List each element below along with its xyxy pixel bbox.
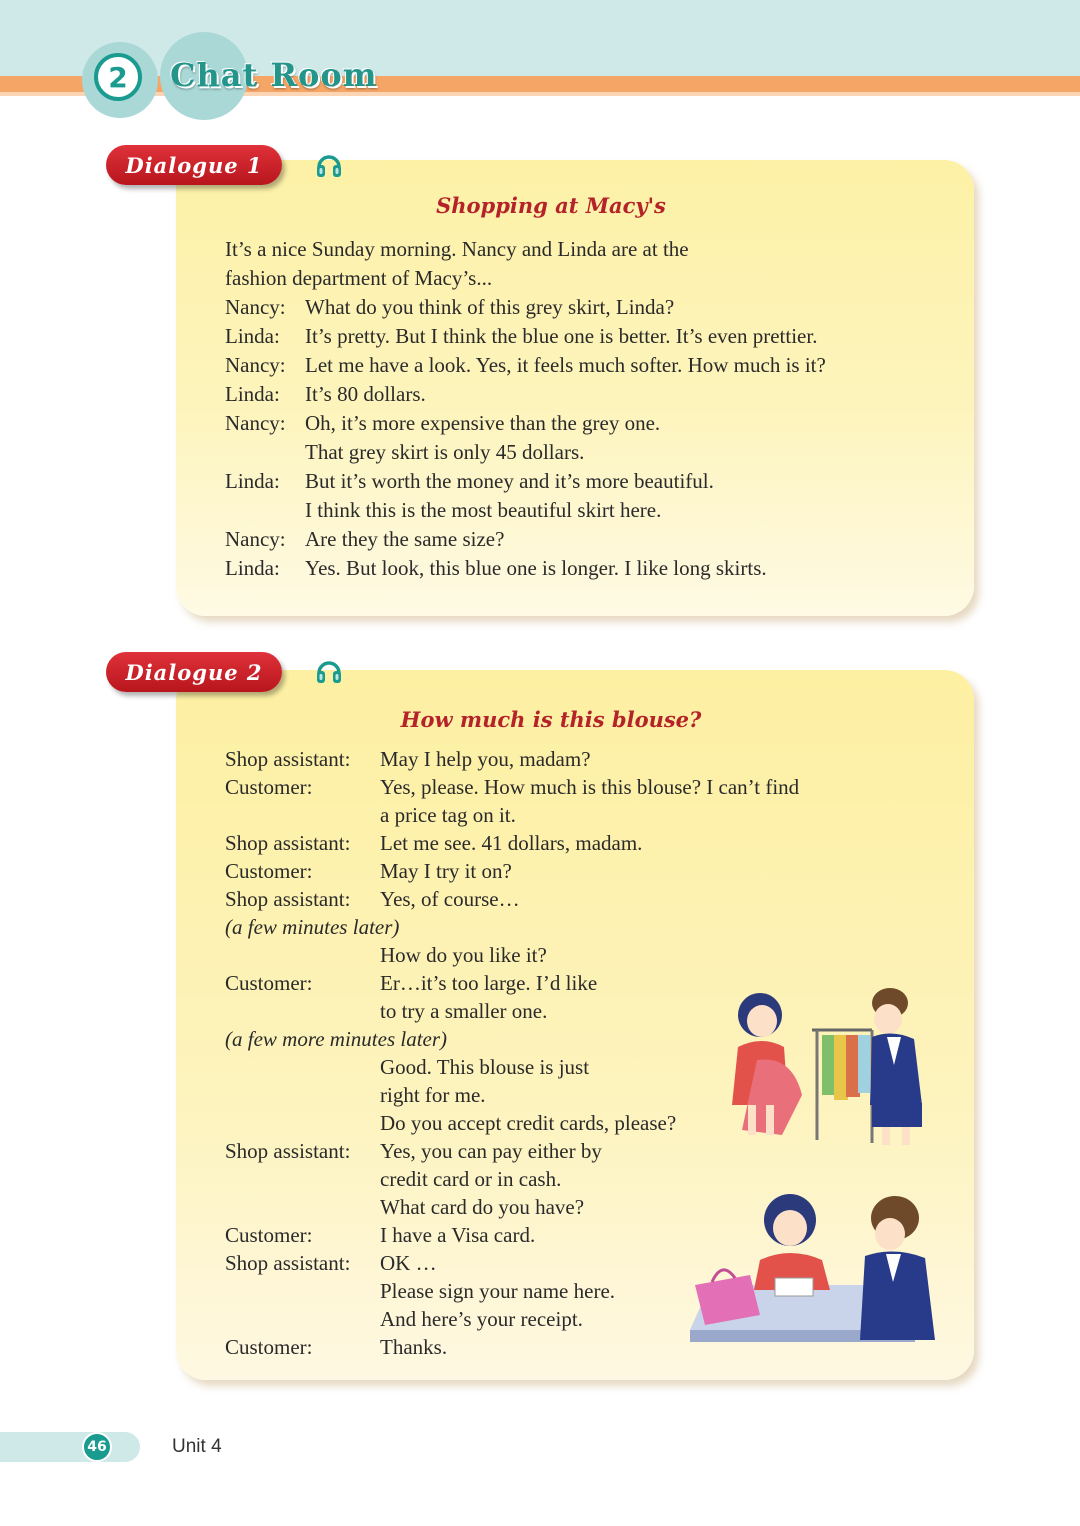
line-text: Oh, it’s more expensive than the grey one. bbox=[305, 411, 661, 435]
line-text: Yes, of course… bbox=[380, 887, 520, 911]
line-text: It’s 80 dollars. bbox=[305, 382, 426, 406]
headphones-icon[interactable] bbox=[314, 656, 344, 686]
speaker-label: Shop assistant: bbox=[225, 747, 351, 771]
dialogue-line bbox=[225, 438, 826, 467]
speaker-label: Nancy: bbox=[225, 527, 286, 551]
speaker-label: Customer: bbox=[225, 1335, 313, 1359]
speaker-label: Linda: bbox=[225, 469, 280, 493]
section-number: 2 bbox=[94, 53, 142, 101]
dialogue-line bbox=[225, 525, 826, 554]
unit-label: Unit 4 bbox=[172, 1436, 222, 1457]
headphones-icon[interactable] bbox=[314, 150, 344, 180]
dialogue-line bbox=[225, 913, 799, 941]
dialogue-line bbox=[225, 293, 826, 322]
line-text: right for me. bbox=[380, 1083, 486, 1107]
dialogue-line bbox=[225, 745, 799, 773]
speaker-label bbox=[225, 1081, 380, 1109]
illustration-trying-blouse bbox=[722, 985, 942, 1150]
dialogue-line bbox=[225, 1081, 799, 1109]
dialogue-line bbox=[225, 1165, 799, 1193]
dialogue-1-intro bbox=[225, 235, 865, 293]
line-text: That grey skirt is only 45 dollars. bbox=[305, 440, 585, 464]
dialogue-line bbox=[225, 801, 799, 829]
dialogue-line bbox=[225, 1053, 799, 1081]
line-text: I have a Visa card. bbox=[380, 1223, 536, 1247]
line-text: Do you accept credit cards, please? bbox=[380, 1111, 677, 1135]
stage-direction: (a few more minutes later) bbox=[225, 1027, 448, 1051]
line-text: Er…it’s too large. I’d like bbox=[380, 971, 598, 995]
dialogue-line bbox=[225, 496, 826, 525]
dialogue-line bbox=[225, 773, 799, 801]
line-text: credit card or in cash. bbox=[380, 1167, 562, 1191]
speaker-label bbox=[225, 1053, 380, 1081]
line-text: What do you think of this grey skirt, Linda? bbox=[305, 295, 675, 319]
line-text: Are they the same size? bbox=[305, 527, 505, 551]
speaker-label bbox=[225, 1109, 380, 1137]
line-text: But it’s worth the money and it’s more beautiful. bbox=[305, 469, 714, 493]
line-text: Yes, you can pay either by bbox=[380, 1139, 602, 1163]
dialogue-1-title: Shopping at Macy's bbox=[436, 193, 666, 218]
dialogue-line bbox=[225, 857, 799, 885]
dialogue-2-tab: Dialogue 2 bbox=[106, 652, 282, 692]
speaker-label bbox=[225, 801, 380, 829]
line-text: What card do you have? bbox=[380, 1195, 585, 1219]
line-text: May I try it on? bbox=[380, 859, 512, 883]
line-text: It’s pretty. But I think the blue one is better. It’s even prettier. bbox=[305, 324, 818, 348]
line-text: Yes, please. How much is this blouse? I can’t find bbox=[380, 775, 800, 799]
customer-figure bbox=[732, 993, 802, 1135]
dialogue-2-title: How much is this blouse? bbox=[400, 707, 702, 732]
header-stripe-light bbox=[0, 92, 1080, 96]
line-text: Good. This blouse is just bbox=[380, 1055, 590, 1079]
dialogue-line bbox=[225, 467, 826, 496]
line-text: Let me see. 41 dollars, madam. bbox=[380, 831, 643, 855]
speaker-label bbox=[225, 941, 380, 969]
dialogue-line bbox=[225, 941, 799, 969]
speaker-label bbox=[225, 997, 380, 1025]
assistant-figure bbox=[870, 988, 922, 1145]
speaker-label bbox=[225, 1193, 380, 1221]
speaker-label bbox=[225, 1277, 380, 1305]
section-title: Chat Room bbox=[170, 56, 378, 94]
speaker-label: Linda: bbox=[225, 324, 280, 348]
speaker-label: Customer: bbox=[225, 1223, 313, 1247]
dialogue-line bbox=[225, 969, 799, 997]
dialogue-line bbox=[225, 829, 799, 857]
speaker-label: Shop assistant: bbox=[225, 831, 351, 855]
dialogue-line bbox=[225, 1025, 799, 1053]
dialogue-line bbox=[225, 997, 799, 1025]
line-text: OK … bbox=[380, 1251, 437, 1275]
line-text: to try a smaller one. bbox=[380, 999, 548, 1023]
dialogue-1-lines bbox=[225, 293, 826, 583]
speaker-label bbox=[225, 1305, 380, 1333]
speaker-label: Linda: bbox=[225, 382, 280, 406]
speaker-label: Nancy: bbox=[225, 353, 286, 377]
dialogue-line bbox=[225, 322, 826, 351]
speaker-label bbox=[225, 438, 305, 467]
line-text: And here’s your receipt. bbox=[380, 1307, 583, 1331]
line-text: Thanks. bbox=[380, 1335, 448, 1359]
dialogue-1-tab: Dialogue 1 bbox=[106, 145, 282, 185]
speaker-label: Customer: bbox=[225, 775, 313, 799]
stage-direction: (a few minutes later) bbox=[225, 915, 400, 939]
shopping-bag bbox=[695, 1270, 760, 1325]
speaker-label: Nancy: bbox=[225, 411, 286, 435]
dialogue-line bbox=[225, 351, 826, 380]
speaker-label: Customer: bbox=[225, 859, 313, 883]
dialogue-line bbox=[225, 380, 826, 409]
dialogue-line bbox=[225, 409, 826, 438]
footer-bar bbox=[0, 1432, 140, 1462]
line-text: May I help you, madam? bbox=[380, 747, 591, 771]
line-text: Yes. But look, this blue one is longer. I like long skirts. bbox=[305, 556, 767, 580]
intro-line: It’s a nice Sunday morning. Nancy and Linda are at the bbox=[225, 237, 689, 261]
line-text: a price tag on it. bbox=[380, 803, 516, 827]
dialogue-line bbox=[225, 885, 799, 913]
dialogue-line bbox=[225, 554, 826, 583]
illustration-signing-receipt bbox=[690, 1190, 940, 1350]
dialogue-line bbox=[225, 1109, 799, 1137]
page-number: 46 bbox=[82, 1432, 112, 1462]
speaker-label bbox=[225, 496, 305, 525]
speaker-label: Linda: bbox=[225, 556, 280, 580]
line-text: Please sign your name here. bbox=[380, 1279, 616, 1303]
assistant-figure bbox=[860, 1196, 935, 1340]
dialogue-line bbox=[225, 1137, 799, 1165]
line-text: How do you like it? bbox=[380, 943, 547, 967]
speaker-label: Shop assistant: bbox=[225, 1251, 351, 1275]
customer-figure bbox=[754, 1194, 830, 1296]
speaker-label: Nancy: bbox=[225, 295, 286, 319]
intro-line: fashion department of Macy’s... bbox=[225, 266, 493, 290]
speaker-label: Shop assistant: bbox=[225, 1139, 351, 1163]
speaker-label bbox=[225, 1165, 380, 1193]
clothes-rack bbox=[812, 1030, 872, 1143]
line-text: I think this is the most beautiful skirt here. bbox=[305, 498, 662, 522]
speaker-label: Shop assistant: bbox=[225, 887, 351, 911]
line-text: Let me have a look. Yes, it feels much softer. How much is it? bbox=[305, 353, 826, 377]
speaker-label: Customer: bbox=[225, 971, 313, 995]
